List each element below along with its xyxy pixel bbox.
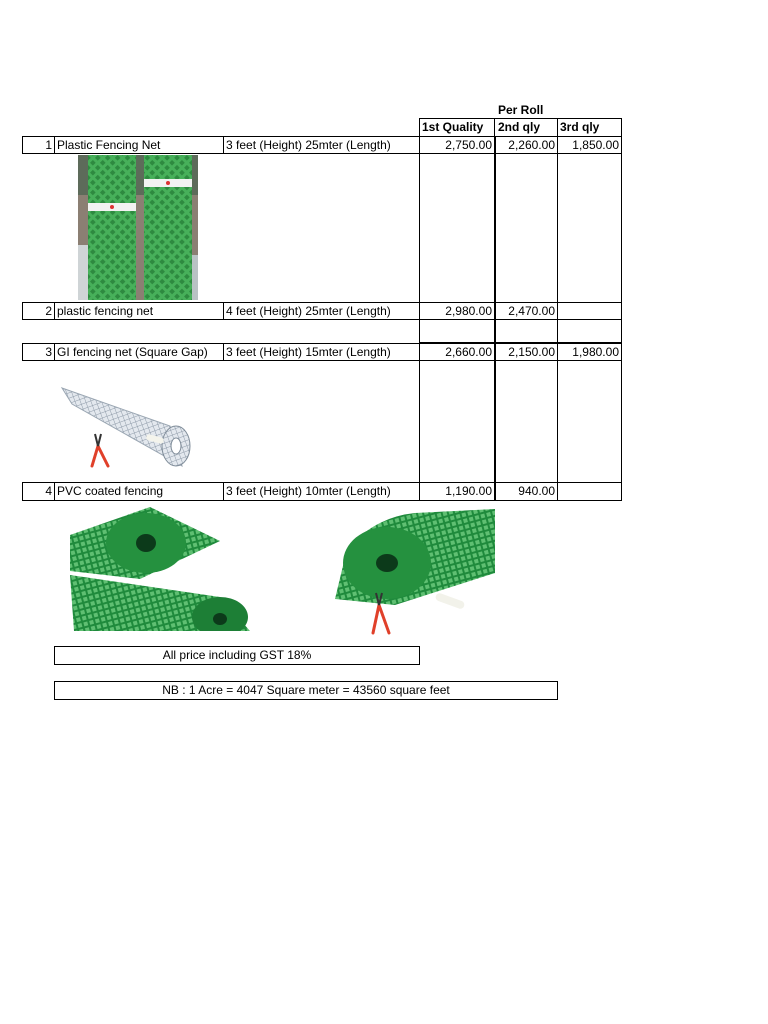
col-header-2nd-qly: 2nd qly (498, 120, 541, 134)
product-name: Plastic Fencing Net (57, 138, 161, 152)
price-2nd-qly: 2,150.00 (508, 345, 555, 359)
row-number: 1 (45, 138, 52, 152)
col-header-3rd-qly: 3rd qly (560, 120, 600, 134)
product-spec: 3 feet (Height) 10mter (Length) (226, 484, 391, 498)
product-spec: 3 feet (Height) 25mter (Length) (226, 138, 391, 152)
price-2nd-qly: 2,260.00 (508, 138, 555, 152)
row-number: 3 (45, 345, 52, 359)
pvc-coated-fencing-photo-rolls (70, 507, 252, 631)
gi-fencing-net-photo (58, 370, 194, 472)
gst-note: All price including GST 18% (54, 646, 420, 665)
pvc-coated-fencing-photo-roll-with-cutter (335, 509, 495, 635)
product-name: PVC coated fencing (57, 484, 164, 498)
product-spec: 4 feet (Height) 25mter (Length) (226, 304, 391, 318)
price-1st-quality: 1,190.00 (445, 484, 492, 498)
price-3rd-qly: 1,850.00 (572, 138, 619, 152)
plastic-fencing-net-photo (78, 155, 198, 300)
price-1st-quality: 2,980.00 (445, 304, 492, 318)
acre-conversion-note: NB : 1 Acre = 4047 Square meter = 43560 square feet (54, 681, 558, 700)
col-header-1st-quality: 1st Quality (422, 120, 484, 134)
price-1st-quality: 2,750.00 (445, 138, 492, 152)
row-number: 2 (45, 304, 52, 318)
per-roll-label: Per Roll (498, 103, 544, 117)
price-1st-quality: 2,660.00 (445, 345, 492, 359)
price-2nd-qly: 940.00 (518, 484, 555, 498)
product-name: plastic fencing net (57, 304, 154, 318)
price-3rd-qly: 1,980.00 (572, 345, 619, 359)
price-2nd-qly: 2,470.00 (508, 304, 555, 318)
row-number: 4 (45, 484, 52, 498)
product-spec: 3 feet (Height) 15mter (Length) (226, 345, 391, 359)
product-name: GI fencing net (Square Gap) (57, 345, 208, 359)
